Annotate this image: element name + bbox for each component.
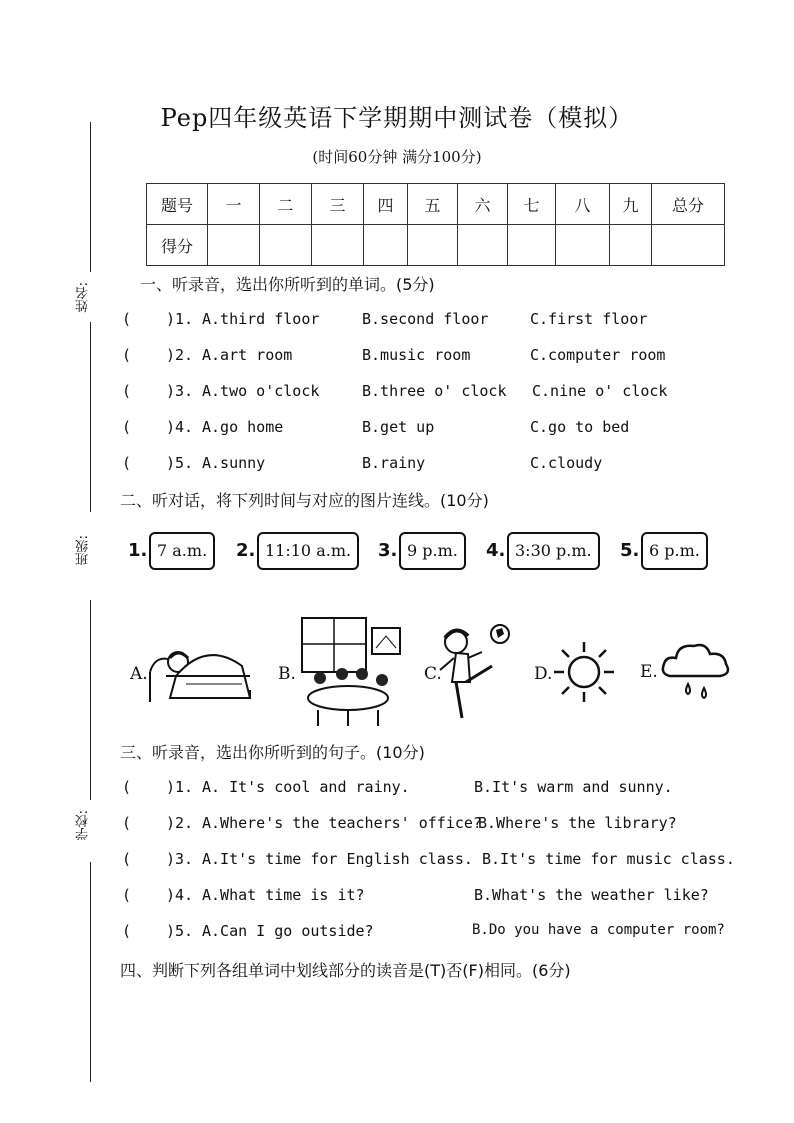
s3q5-paren[interactable]: ( [122,922,132,940]
s3q4-option-a: A.What time is it? [202,886,365,904]
q3-option-c: C.nine o' clock [532,382,668,400]
s3q4-number: )4. [166,886,194,904]
time-box[interactable]: 7 a.m. [149,532,215,570]
q3-number: )3. [166,382,194,400]
class-label: 班级: [76,535,91,566]
score-cell[interactable] [458,225,508,266]
q5-option-c: C.cloudy [530,454,603,472]
q1-option-a: A.third floor [202,310,320,328]
q4-option-c: C.go to bed [530,418,630,436]
s3q3-number: )3. [166,850,194,868]
s3q1-paren[interactable]: ( [122,778,132,796]
section3-heading: 三、听录音，选出你所听到的句子。(10分) [120,743,425,762]
q2-paren[interactable]: ( [122,346,132,364]
score-cell[interactable] [556,225,610,266]
s3q2-option-a: A.Where's the teachers' office? [202,814,482,832]
score-cell[interactable] [508,225,556,266]
score-cell[interactable] [408,225,458,266]
table-header-cell: 三 [312,184,364,225]
table-header-cell: 七 [508,184,556,225]
table-row-label: 得分 [147,225,208,266]
table-header-cell: 四 [364,184,408,225]
section1-heading: 一、听录音，选出你所听到的单词。(5分) [140,275,435,294]
time-box[interactable]: 11:10 a.m. [257,532,359,570]
time-number: 4. [486,540,506,561]
q2-option-c: C.computer room [530,346,666,364]
q4-option-a: A.go home [202,418,284,436]
picture-label: E. [640,662,658,682]
s3q3-paren[interactable]: ( [122,850,132,868]
binding-line-lower [90,600,91,800]
score-cell[interactable] [260,225,312,266]
family-dinner-icon[interactable] [298,614,404,730]
section4-heading: 四、判断下列各组单词中划线部分的读音是(T)否(F)相同。(6分) [120,961,571,980]
score-table [146,183,725,266]
time-number: 5. [620,540,640,561]
score-cell[interactable] [312,225,364,266]
q2-option-a: A.art room [202,346,293,364]
q5-number: )5. [166,454,194,472]
q5-option-b: B.rainy [362,454,426,472]
table-header-cell: 二 [260,184,312,225]
picture-label: C. [424,664,442,684]
bed-icon[interactable] [146,632,256,704]
table-header-cell: 五 [408,184,458,225]
score-cell[interactable] [364,225,408,266]
picture-label: A. [130,664,148,684]
table-header-cell: 八 [556,184,610,225]
picture-label: D. [534,664,553,684]
time-box[interactable]: 3:30 p.m. [507,532,600,570]
s3q4-option-b: B.What's the weather like? [474,886,709,904]
sun-icon[interactable] [552,640,616,704]
table-header-cell: 一 [208,184,260,225]
q1-option-b: B.second floor [362,310,489,328]
q5-paren[interactable]: ( [122,454,132,472]
q1-number: )1. [166,310,194,328]
table-header-cell: 总分 [652,184,725,225]
q3-option-a: A.two o'clock [202,382,320,400]
q4-paren[interactable]: ( [122,418,132,436]
q1-option-c: C.first floor [530,310,648,328]
s3q1-option-a: A. It's cool and rainy. [202,778,410,796]
rain-cloud-icon[interactable] [658,638,734,704]
time-number: 3. [378,540,398,561]
q2-number: )2. [166,346,194,364]
q1-paren[interactable]: ( [122,310,132,328]
score-cell[interactable] [208,225,260,266]
binding-line-upper [90,322,91,512]
table-header-cell: 九 [610,184,652,225]
section2-heading: 二、听对话，将下列时间与对应的图片连线。(10分) [120,491,489,510]
s3q5-option-b: B.Do you have a computer room? [472,922,725,938]
q4-option-b: B.get up [362,418,435,436]
q5-option-a: A.sunny [202,454,266,472]
s3q1-number: )1. [166,778,194,796]
score-cell[interactable] [610,225,652,266]
s3q3-option-a: A.It's time for English class. [202,850,473,868]
name-label: 姓名: [76,282,91,313]
time-box[interactable]: 9 p.m. [399,532,466,570]
table-header-cell: 题号 [147,184,208,225]
s3q5-number: )5. [166,922,194,940]
picture-label: B. [278,664,296,684]
binding-line-bottom [90,862,91,1082]
score-cell[interactable] [652,225,725,266]
page-title: Pep四年级英语下学期期中测试卷（模拟） [160,104,634,132]
s3q5-option-a: A.Can I go outside? [202,922,374,940]
q3-option-b: B.three o' clock [362,382,507,400]
score-table-score-row [147,225,725,266]
table-header-cell: 六 [458,184,508,225]
s3q1-option-b: B.It's warm and sunny. [474,778,673,796]
binding-line-top [90,122,91,272]
q2-option-b: B.music room [362,346,471,364]
s3q3-option-b: B.It's time for music class. [482,850,735,868]
time-number: 2. [236,540,256,561]
time-number: 1. [128,540,148,561]
page-subtitle: (时间60分钟 满分100分) [312,148,482,166]
s3q2-option-b: B.Where's the library? [478,814,677,832]
time-box[interactable]: 6 p.m. [641,532,708,570]
score-table-header-row [147,184,725,225]
s3q2-paren[interactable]: ( [122,814,132,832]
school-label: 学校: [76,810,91,841]
q3-paren[interactable]: ( [122,382,132,400]
football-boy-icon[interactable] [438,622,512,726]
s3q2-number: )2. [166,814,194,832]
q4-number: )4. [166,418,194,436]
s3q4-paren[interactable]: ( [122,886,132,904]
